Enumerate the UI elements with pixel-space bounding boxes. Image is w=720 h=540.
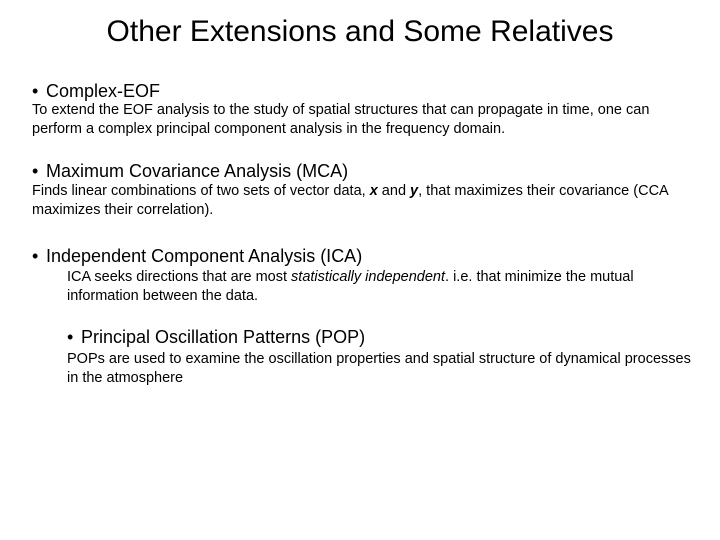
body-text-ica — [67, 268, 702, 306]
bullet-heading-complex-eof — [32, 80, 160, 102]
body-text-mca — [32, 182, 702, 220]
heading-text: Maximum Covariance Analysis (MCA) — [46, 161, 349, 181]
bullet-dot: • — [67, 327, 74, 347]
body-text-pop: POPs are used to examine the oscillation properties and spatial structure of dynamical processes in the atmosphere — [67, 351, 691, 386]
mca-text-part: Finds linear combinations of two sets of vector data, — [32, 183, 370, 199]
bullet-dot: • — [32, 161, 39, 181]
ica-emphasis: statistically independent — [291, 269, 446, 285]
ica-text-part: ICA seeks directions that are most — [67, 269, 292, 285]
body-text-complex-eof: To extend the EOF analysis to the study of spatial structures that can propagate in time, one can perform a complex principal component analysis in the frequency domain. — [32, 102, 650, 137]
heading-text: Complex-EOF — [46, 81, 161, 101]
heading-text: Principal Oscillation Patterns (POP) — [81, 327, 366, 347]
mca-text-part: , that maximizes their covariance (CCA maximizes their correlation). — [32, 183, 668, 218]
bullet-dot: • — [32, 246, 39, 266]
slide-title: Other Extensions and Some Relatives — [106, 15, 614, 48]
bullet-heading-ica — [32, 245, 362, 267]
variable-y: y — [410, 183, 419, 199]
bullet-dot: • — [32, 81, 39, 101]
mca-text-part: and — [377, 183, 411, 199]
bullet-heading-mca — [32, 160, 348, 182]
heading-text: Independent Component Analysis (ICA) — [46, 246, 363, 266]
variable-x: x — [369, 183, 378, 199]
ica-text-part: . i.e. that minimize the mutual information between the data. — [67, 269, 634, 304]
bullet-heading-pop — [67, 326, 365, 348]
